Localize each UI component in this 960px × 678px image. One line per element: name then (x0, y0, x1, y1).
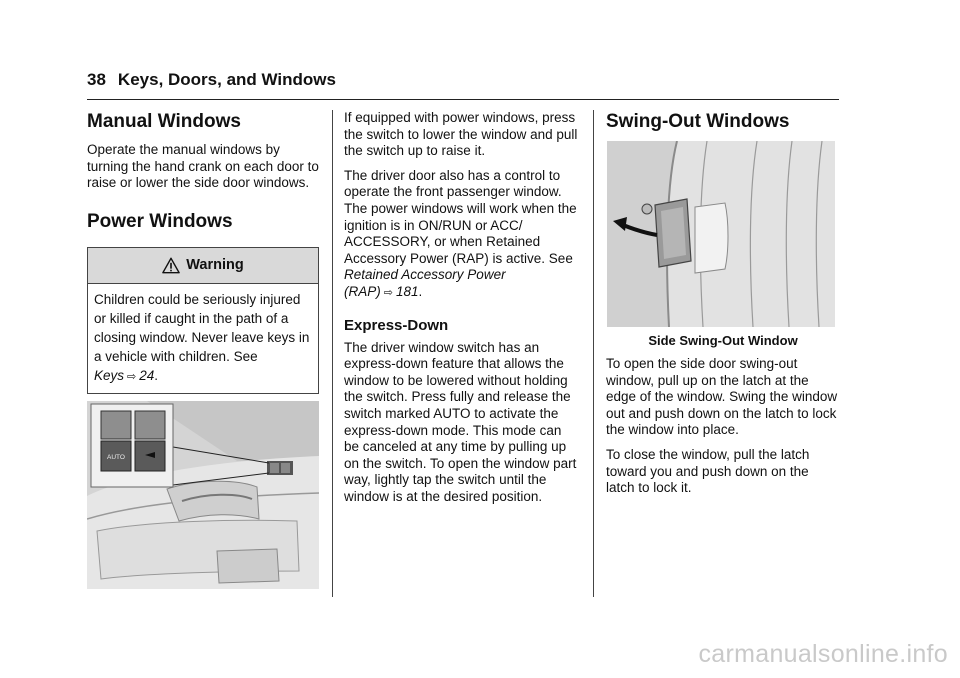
page-ref-arrow-icon: ⇨ (127, 370, 137, 383)
watermark: carmanualsonline.info (698, 640, 948, 668)
warning-text: Children could be seriously injured or killed if caught in the path of a closing window. Never leave keys in a vehicle with children. See (94, 291, 310, 364)
express-down-text: The driver window switch has an express-down feature that allows the window to be lowered without holding the switch. Press fully and release the switch marked AUTO to activate the express-down mode. This mode can be canceled at any time by pulling up on the switch. To open the window part way, lightly tap the switch until the window is at the desired position. (344, 339, 577, 504)
warning-title: Warning (186, 257, 244, 274)
column-divider-1 (332, 110, 333, 597)
rap-ref-page[interactable]: 181 (395, 283, 419, 299)
header-rule (87, 99, 839, 100)
manual-windows-heading: Manual Windows (87, 111, 241, 132)
swing-out-window-illustration (607, 141, 835, 327)
chapter-title: Keys, Doors, and Windows (117, 70, 336, 89)
warning-header (88, 248, 318, 284)
close-instructions: To close the window, pull the latch toward you and push down on the latch to lock it. (606, 446, 810, 496)
column-1 (87, 108, 319, 414)
warning-box (87, 247, 319, 394)
rap-ref-link[interactable]: Retained Accessory Power (RAP) (344, 267, 506, 299)
door-switch-illustration (87, 401, 319, 589)
page-number: 38 (87, 70, 106, 89)
driver-control-text: The driver door also has a control to operate the front passenger window. The power windows will work when the ignition is in ON/RUN or ACC/ ACCESSORY, or when Retained Accessory Power (RAP) is active. See Retained Accessory Power (RAP) ⇨ 181. (344, 167, 577, 299)
power-windows-operation-text: If equipped with power windows, press the switch to lower the window and pull the switch up to raise it. (344, 110, 578, 159)
open-instructions: To open the side door swing-out window, pull up on the latch at the edge of the window. Swing the window out and push down on the latch to lock the window into place. (606, 356, 838, 438)
column-2 (344, 110, 580, 513)
warning-icon (162, 257, 180, 274)
express-down-heading: Express-Down (344, 316, 449, 334)
swing-out-body (606, 356, 838, 505)
switch-auto-label: AUTO (107, 454, 125, 461)
manual-windows-text: Operate the manual windows by turning the hand crank on each door to raise or lower the side door windows. (87, 142, 319, 191)
warning-ref-link[interactable]: Keys (94, 367, 125, 383)
page-header (87, 70, 336, 90)
column-3 (606, 108, 838, 142)
swing-out-heading: Swing-Out Windows (606, 111, 790, 132)
power-windows-heading: Power Windows (87, 210, 233, 232)
column-divider-2 (593, 110, 594, 597)
warning-ref-page[interactable]: 24 (139, 367, 155, 383)
page-ref-arrow-icon: ⇨ (383, 286, 393, 299)
figure-caption: Side Swing-Out Window (648, 333, 798, 348)
warning-body: Children could be seriously injured or killed if caught in the path of a closing window. Never leave keys in a vehicle with children. See Keys ⇨ 24. (94, 291, 310, 383)
